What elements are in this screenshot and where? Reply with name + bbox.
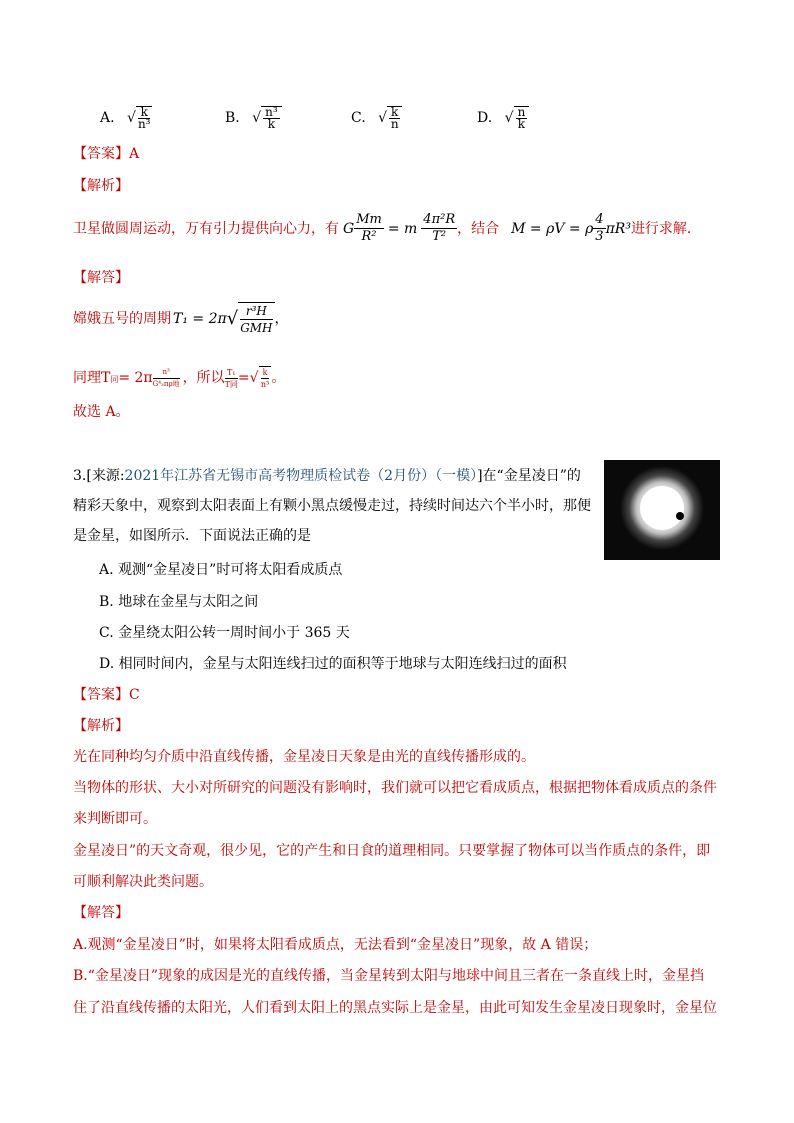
analysis-line [73,212,701,245]
q3-option-b: B. 地球在金星与太阳之间 [99,594,259,610]
option-letter: C. [351,110,366,126]
analysis-label: 【解析】 [73,178,129,194]
option-formula: √ $\frac{k}{n}$ [378,106,402,130]
q3-answer-label: 【答案】C [73,687,140,703]
q3-stem-line-3: 是金星，如图所示．下面说法正确的是 [73,528,311,544]
q3-analysis-label: 【解析】 [73,718,129,734]
option-letter: B. [225,110,240,126]
q3-analysis-line: 来判断即可。 [73,811,157,827]
option-formula: √ $\frac{n}{k}$ [505,106,530,130]
source-link[interactable]: 2021年江苏省无锡市高考物理质检试卷（2月份）（一模） [124,468,478,484]
period-formula: T₁ = 2π [173,311,227,327]
q3-option-a: A. 观测“金星凌日”时可将太阳看成质点 [99,562,343,578]
analysis-text: 进行求解． [630,220,701,237]
option-letter: A. [100,110,115,126]
option-b [225,106,282,130]
conclusion: 故选 A。 [73,404,130,420]
sun-image [604,460,720,560]
option-formula: √ $\frac{k}{\text{n³}}$ [127,105,151,131]
sqrt-symbol: √ $\frac{\text{r³H}}{\text{GMH}}$ [226,304,273,335]
venus-dot [676,512,684,520]
option-letter: D. [477,110,493,126]
density-formula: M = ρV = ρ $\frac{4}{3}$ πR³ [511,212,631,244]
analysis-text: ，结合 [457,220,500,237]
q3-analysis-line: 金星凌日”的天文奇观，很少见，它的产生和日食的道理相同。只要掌握了物体可以当作质点的条件，即 [73,843,711,859]
option-a [100,106,152,130]
q3-solution-line: 住了沿直线传播的太阳光，人们看到太阳上的黑点实际上是金星，由此可知发生金星凌日现象时，金星位 [73,1000,717,1016]
answer-label: 【答案】A [73,146,140,162]
q3-analysis-line: 当物体的形状、大小对所研究的问题没有影响时，我们就可以把它看成质点，根据把物体看成质点的条件 [73,780,717,796]
solution-line-1: 嫦娥五号的周期 T₁ = 2π √ $\frac{\text{r³H}}{\text{GMH}}$ ， [73,304,289,335]
q3-option-d: D. 相同时间内，金星与太阳连线扫过的面积等于地球与太阳连线扫过的面积 [99,656,567,672]
option-c [351,106,402,130]
q3-solution-label: 【解答】 [73,905,129,921]
gravity-formula: G $\frac{Mm}{\text{R²}}$ = m $\frac{\text{4π²R}}{\text{T²}}$ [343,212,456,244]
q3-stem-line-1: 3.[来源:2021年江苏省无锡市高考物理质检试卷（2月份）（一模）]在“金星凌日”的 [73,468,581,484]
q3-stem-line-2: 精彩天象中，观察到太阳表面上有颗小黑点缓慢走过，持续时间达六个半小时，那便 [73,498,591,514]
q3-option-c: C. 金星绕太阳公转一周时间小于 365 天 [99,625,350,641]
solution-label: 【解答】 [73,270,129,286]
q3-analysis-line: 可顺利解决此类问题。 [73,874,213,890]
q3-solution-line: B.“金星凌日”现象的成因是光的直线传播，当金星转到太阳与地球中间且三者在一条直线上时，金星挡 [73,968,705,984]
solution-text: 嫦娥五号的周期 [73,311,171,327]
q3-analysis-line: 光在同种均匀介质中沿直线传播，金星凌日天象是由光的直线传播形成的。 [73,749,535,765]
option-formula: √ $\frac{\text{n³}}{k}$ [252,106,281,130]
solution-line-2: 同理T 同 = 2π $\frac{\text{n³}}{\text{G⁴₃πρ地}}$ ，所以 $\frac{\text{T₁}}{\text{T同}}$ = √ $\frac{k}{\text{n³}}$ 。 [73,367,286,389]
analysis-text: 卫星做圆周运动，万有引力提供向心力，有 [73,220,339,237]
option-d [477,106,529,130]
venus-transit-photo [604,460,720,560]
q3-solution-line: A.观测“金星凌日”时，如果将太阳看成质点，无法看到“金星凌日”现象，故 A 错误； [73,937,598,953]
